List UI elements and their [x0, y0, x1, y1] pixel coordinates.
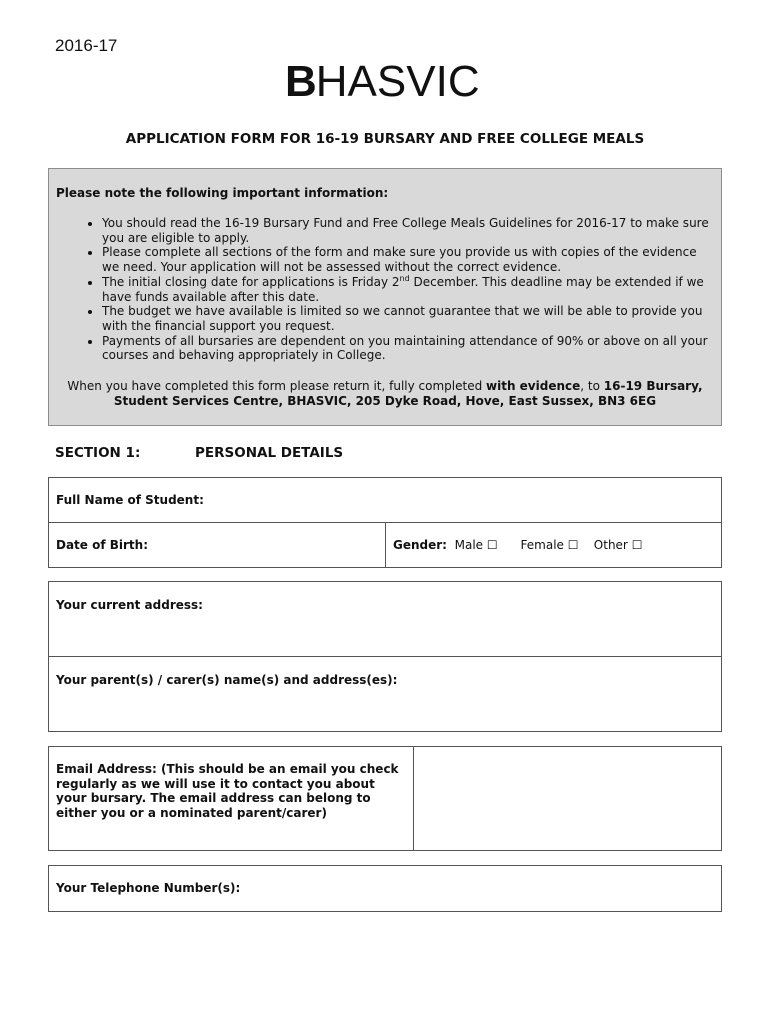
section-title: PERSONAL DETAILS	[195, 445, 344, 461]
closing-date-text-rest: December. This deadline may be extended if we have funds available after this date.	[102, 274, 704, 304]
logo-text: HASVIC	[315, 57, 480, 106]
section-1-heading	[55, 445, 344, 461]
bhasvic-logo	[285, 57, 480, 106]
logo-letter-b: B	[285, 57, 316, 106]
info-bullet: • You should read the 16-19 Bursary Fund and Free College Meals Guidelines for 2016-17 to make sure you are eligible to apply.	[102, 216, 711, 245]
telephone-table	[48, 865, 722, 912]
gender-male-checkbox[interactable]: ☐	[486, 538, 498, 552]
ordinal-suffix: nd	[399, 273, 410, 283]
info-heading: Please note the following important information:	[56, 186, 389, 200]
return-text: When you have completed this form please return it, fully completed	[67, 379, 487, 393]
gender-female-checkbox[interactable]: ☐	[567, 538, 579, 552]
gender-other-checkbox[interactable]: ☐	[631, 538, 643, 552]
gender-label: Gender:	[393, 538, 447, 552]
gender-other-label: Other	[593, 538, 628, 552]
email-input-cell[interactable]	[414, 747, 722, 851]
form-title: APPLICATION FORM FOR 16-19 BURSARY AND FREE COLLEGE MEALS	[125, 131, 645, 147]
current-address-label: Your current address:	[56, 598, 203, 612]
dob-label: Date of Birth:	[56, 538, 149, 552]
info-bullet: • Payments of all bursaries are dependent on you maintaining attendance of 90% or above on all your courses and behaving appropriately in College.	[102, 334, 711, 363]
gender-field	[386, 523, 722, 568]
return-evidence: with evidence	[486, 379, 581, 393]
return-instructions	[49, 379, 721, 408]
personal-details-table	[48, 477, 722, 568]
important-information-box	[48, 168, 722, 426]
parents-address-label: Your parent(s) / carer(s) name(s) and address(es):	[56, 673, 398, 687]
return-address: 16-19 Bursary, Student Services Centre, BHASVIC, 205 Dyke Road, Hove, East Sussex, BN3 6EG	[113, 379, 703, 408]
gender-female-label: Female	[520, 538, 564, 552]
full-name-label: Full Name of Student:	[56, 493, 204, 507]
gender-male-label: Male	[454, 538, 484, 552]
info-bullet: • The budget we have available is limited so we cannot guarantee that we will be able to provide you with the financial support you request.	[102, 304, 711, 333]
info-bullet	[102, 275, 711, 304]
dob-field[interactable]	[49, 523, 386, 568]
telephone-field[interactable]	[49, 866, 722, 912]
info-list	[49, 216, 711, 363]
info-bullet: • Please complete all sections of the form and make sure you provide us with copies of the evidence we need. Your application will not be assessed without the correct evidence.	[102, 245, 711, 274]
email-label-cell	[49, 747, 414, 851]
section-number: SECTION 1:	[55, 445, 141, 461]
email-table	[48, 746, 722, 851]
email-label: Email Address: (This should be an email you check regularly as we will use it to contact you about your bursary. The email address can belong to either you or a nominated parent/carer)	[56, 762, 399, 821]
return-text-to: , to	[580, 379, 604, 393]
address-table	[48, 581, 722, 732]
full-name-field[interactable]	[49, 478, 722, 523]
form-year: 2016-17	[55, 36, 118, 55]
parents-address-field[interactable]	[49, 657, 722, 732]
telephone-label: Your Telephone Number(s):	[56, 881, 241, 895]
closing-date-text: The initial closing date for applications is Friday 2	[102, 274, 400, 289]
current-address-field[interactable]	[49, 582, 722, 657]
